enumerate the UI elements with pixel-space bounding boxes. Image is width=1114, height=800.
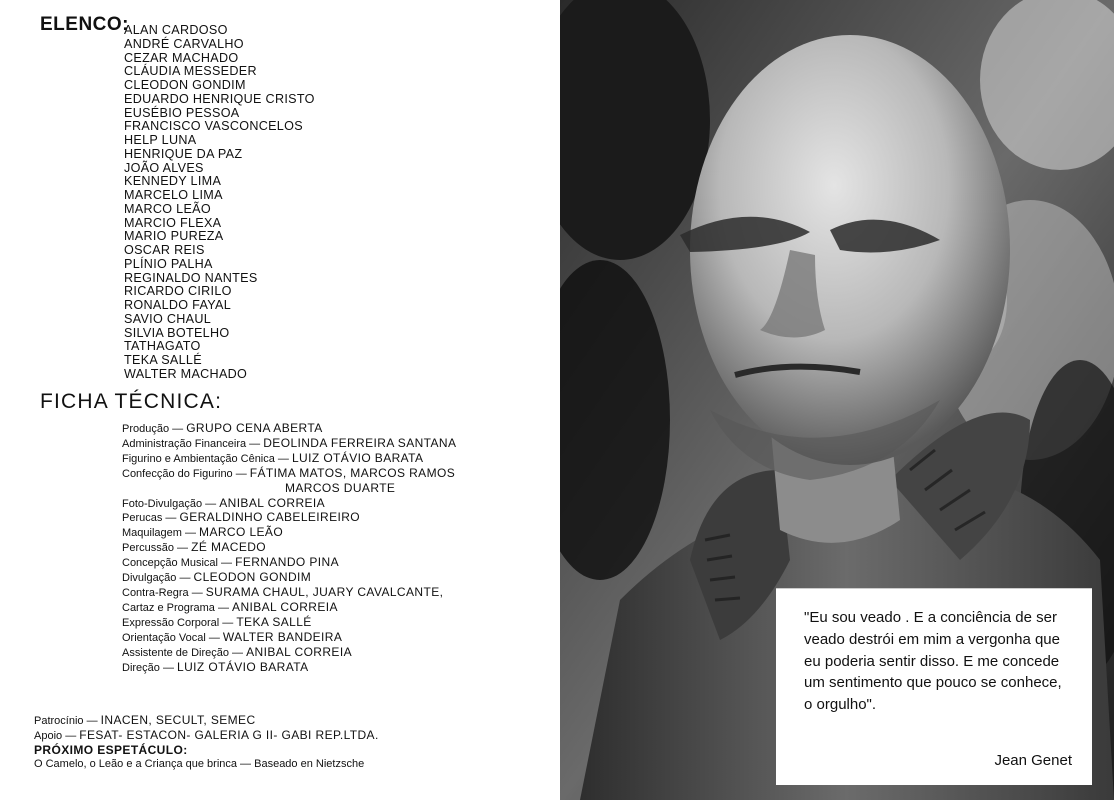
crew-row xyxy=(122,631,456,646)
quote-text: "Eu sou veado . E a conciência de ser veado destrói em mim a vergonha que eu poderia sentir disso. E me concede um sentimento que pouco se conhece, o orgulho". xyxy=(804,609,1062,714)
cast-member: OSCAR REIS xyxy=(124,243,205,257)
crew-row xyxy=(122,586,456,601)
crew-role: Figurino e Ambientação Cênica — xyxy=(122,452,292,465)
support-value: FESAT- ESTACON- GALERIA G II- GABI REP.LTDA. xyxy=(79,727,379,742)
crew-name: ANIBAL CORREIA xyxy=(219,495,326,510)
crew-row xyxy=(122,422,456,437)
cast-member: ANDRÉ CARVALHO xyxy=(124,36,244,51)
crew-row xyxy=(122,601,456,616)
crew-role: Perucas — xyxy=(122,512,180,525)
cast-member: EDUARDO HENRIQUE CRISTO xyxy=(124,91,315,106)
crew-heading: FICHA TÉCNICA: xyxy=(40,390,223,413)
quote-author: Jean Genet xyxy=(994,752,1072,769)
support-label: Apoio — xyxy=(34,729,80,742)
crew-row xyxy=(122,497,456,512)
crew-row xyxy=(122,661,456,676)
crew-role: Foto-Divulgação — xyxy=(122,497,220,510)
cast-member: TEKA SALLÉ xyxy=(124,353,202,367)
crew-role: Percussão — xyxy=(122,542,192,555)
crew-row xyxy=(122,556,456,571)
crew-row xyxy=(122,467,456,482)
crew-role: Expressão Corporal — xyxy=(122,616,237,629)
crew-role: Concepção Musical — xyxy=(122,557,236,570)
crew-row xyxy=(122,482,456,497)
next-show-heading xyxy=(34,744,379,758)
crew-row xyxy=(122,437,456,452)
crew-role: Confecção do Figurino — xyxy=(122,467,250,480)
crew-role: Orientação Vocal — xyxy=(122,631,223,644)
cast-member: HENRIQUE DA PAZ xyxy=(124,146,243,161)
sponsors-line xyxy=(34,714,379,729)
cast-member: CEZAR MACHADO xyxy=(124,50,239,65)
cast-member: JOÃO ALVES xyxy=(124,160,204,175)
crew-name: LUIZ OTÁVIO BARATA xyxy=(177,659,309,674)
quote-box xyxy=(776,588,1092,785)
crew-name: GERALDINHO CABELEIREIRO xyxy=(179,510,361,525)
support-line xyxy=(34,729,379,744)
cast-member: MARCELO LIMA xyxy=(124,188,223,202)
crew-row xyxy=(122,571,456,586)
crew-name: MARCO LEÃO xyxy=(199,525,284,540)
cast-member: PLÍNIO PALHA xyxy=(124,256,213,271)
crew-role: Assistente de Direção — xyxy=(122,646,247,659)
crew-name: CLEODON GONDIM xyxy=(193,570,312,585)
crew-name: MARCOS DUARTE xyxy=(285,480,396,495)
sponsors-value: INACEN, SECULT, SEMEC xyxy=(100,713,256,727)
crew-row xyxy=(122,616,456,631)
next-show-label: PRÓXIMO ESPETÁCULO: xyxy=(34,742,188,757)
cast-member: SAVIO CHAUL xyxy=(124,311,212,326)
crew-name: WALTER BANDEIRA xyxy=(222,629,343,644)
cast-member: RICARDO CIRILO xyxy=(124,284,232,299)
sponsors-label: Patrocínio — xyxy=(34,715,101,727)
crew-name: SURAMA CHAUL, JUARY CAVALCANTE, xyxy=(205,584,444,599)
crew-name: ANIBAL CORREIA xyxy=(246,644,352,659)
cast-list xyxy=(124,24,315,382)
crew-name: TEKA SALLÉ xyxy=(236,614,312,629)
cast-member: TATHAGATO xyxy=(124,339,201,354)
crew-name: FERNANDO PINA xyxy=(235,555,339,570)
crew-row xyxy=(122,646,456,661)
cast-member: CLÁUDIA MESSEDER xyxy=(124,64,257,79)
crew-row xyxy=(122,452,456,467)
crew-name: FÁTIMA MATOS, MARCOS RAMOS xyxy=(249,465,456,480)
cast-member: CLEODON GONDIM xyxy=(124,78,246,92)
next-show-value: O Camelo, o Leão e a Criança que brinca — Baseado en Nietzsche xyxy=(34,758,365,771)
cast-member: RONALDO FAYAL xyxy=(124,298,232,312)
cast-member: ALAN CARDOSO xyxy=(124,23,228,37)
program-footer xyxy=(34,714,379,772)
cast-member: MARCO LEÃO xyxy=(124,201,211,216)
cast-member: HELP LUNA xyxy=(124,133,197,147)
crew-role: Divulgação — xyxy=(122,572,194,585)
crew-name: DEOLINDA FERREIRA SANTANA xyxy=(263,435,457,450)
cast-member: MARCIO FLEXA xyxy=(124,215,222,230)
cast-member: MARIO PUREZA xyxy=(124,229,224,244)
cast-member: FRANCISCO VASCONCELOS xyxy=(124,119,303,134)
crew-role: Cartaz e Programa — xyxy=(122,601,233,614)
crew-name: GRUPO CENA ABERTA xyxy=(186,421,323,435)
crew-name: LUIZ OTÁVIO BARATA xyxy=(291,450,424,465)
next-show-line xyxy=(34,757,379,772)
crew-role: Contra-Regra — xyxy=(122,586,206,599)
crew-name: ZÉ MACEDO xyxy=(191,540,267,555)
crew-role: Maquilagem — xyxy=(122,527,200,540)
cast-member: KENNEDY LIMA xyxy=(124,174,222,189)
crew-role: Produção — xyxy=(122,423,187,435)
crew-list xyxy=(122,422,456,675)
crew-row xyxy=(122,511,456,526)
crew-row xyxy=(122,526,456,541)
cast-member: WALTER MACHADO xyxy=(124,366,248,381)
crew-role: Administração Financeira — xyxy=(122,437,264,450)
cast-member: SILVIA BOTELHO xyxy=(124,325,230,340)
crew-name: ANIBAL CORREIA xyxy=(232,599,338,614)
cast-heading: ELENCO: xyxy=(40,14,129,35)
crew-row xyxy=(122,541,456,556)
cast-member: EUSÉBIO PESSOA xyxy=(124,105,240,120)
crew-role: Direção — xyxy=(122,661,178,674)
cast-member: REGINALDO NANTES xyxy=(124,270,258,285)
